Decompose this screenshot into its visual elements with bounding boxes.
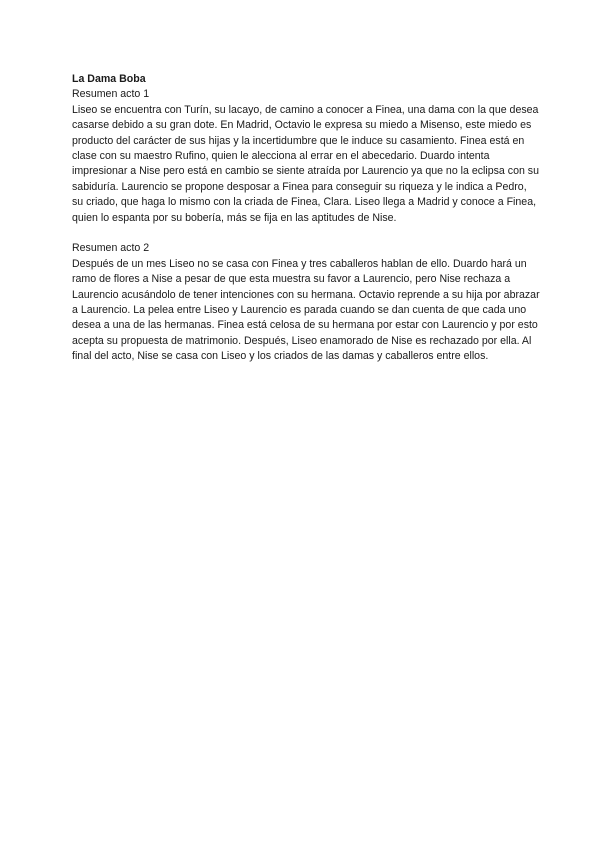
document-body (72, 72, 540, 365)
paragraph-spacer (72, 226, 540, 241)
document-title: La Dama Boba (72, 73, 146, 85)
section-paragraph-act-1: Liseo se encuentra con Turín, su lacayo, de camino a conocer a Finea, una dama con la que desea casarse debido a su gran dote. En Madrid, Octavio le expresa su miedo a Misenso, este miedo es producto del carácter de sus hijas y la incertidumbre que le induce su casamiento. Finea está en clase con su maestro Rufino, quien le alecciona al errar en el abecedario. Duardo intenta impresionar a Nise pero está en cambio se siente atraída por Laurencio ya que no la eclipsa con su sabiduría. Laurencio se propone desposar a Finea para conseguir su riqueza y le indica a Pedro, su criado, que haga lo mismo con la criada de Finea, Clara. Liseo llega a Madrid y conoce a Finea, quien lo espanta por su bobería, más se fija en las aptitudes de Nise. (72, 103, 539, 224)
section-heading-act-2: Resumen acto 2 (72, 242, 150, 255)
section-paragraph-act-2: Después de un mes Liseo no se casa con Finea y tres caballeros hablan de ello. Duardo hará un ramo de flores a Nise a pesar de que esta muestra su favor a Laurencio, pero Nise rechaza a Laurencio acusándolo de tener intenciones con su hermana. Octavio reprende a su hija por abrazar a Laurencio. La pelea entre Liseo y Laurencio es parada cuando se dan cuenta de que cada uno desea a una de las hermanas. Finea está celosa de su hermana por estar con Laurencio y por esto acepta su propuesta de matrimonio. Después, Liseo enamorado de Nise es rechazado por ella. Al final del acto, Nise se casa con Liseo y los criados de las damas y caballeros entre ellos. (72, 257, 540, 363)
section-heading-act-1: Resumen acto 1 (72, 88, 150, 101)
